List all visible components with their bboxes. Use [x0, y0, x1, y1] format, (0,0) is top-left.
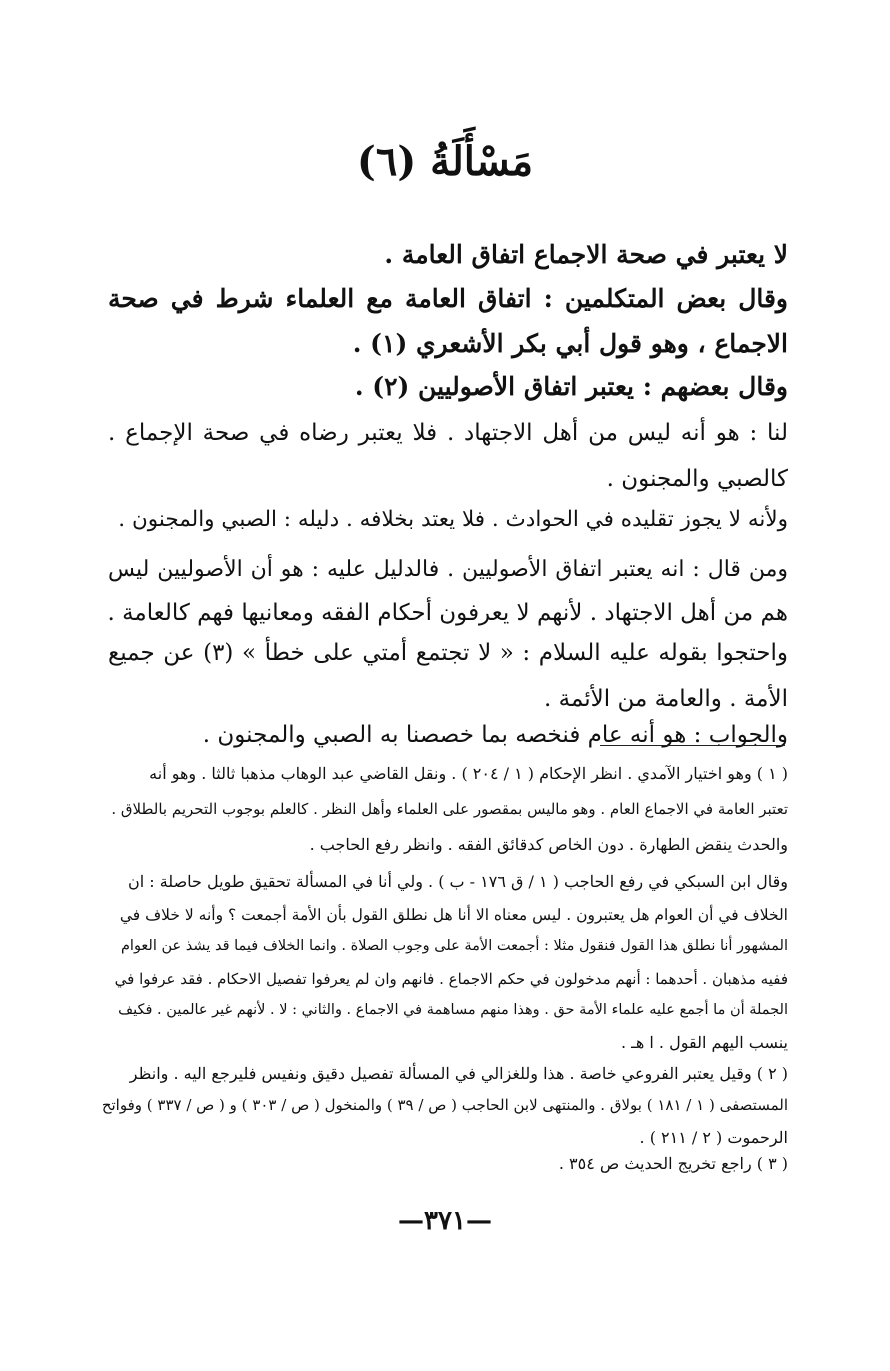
- body-line-3: الاجماع ، وهو قول أبي بكر الأشعري (١) .: [352, 329, 788, 358]
- body-line-6: كالصبي والمجنون .: [606, 466, 788, 492]
- footnote-line-5: الخلاف في أن العوام هل يعتبرون . ليس معناه الا أنا هل نطلق القول بأن الأمة أجمعت ؟ وأنه لا خلاف في: [119, 906, 788, 924]
- footnote-line-11: المستصفى ( ١ / ١٨١ ) بولاق . والمنتهى لابن الحاجب ( ص / ٣٩ ) والمنخول ( ص / ٣٠٣ ) و ( ص / ٣٣٧ ) وفواتح: [101, 1096, 788, 1114]
- footnote-line-9: ينسب اليهم القول . ا هـ .: [621, 1033, 788, 1052]
- page-number: —٣٧١—: [398, 1206, 492, 1236]
- body-line-7: ولأنه لا يجوز تقليده في الحوادث . فلا يعتد بخلافه . دليله : الصبي والمجنون .: [118, 507, 788, 532]
- footnote-line-2: تعتبر العامة في الاجماع العام . وهو ماليس بمقصور على العلماء وأهل النظر . كالعلم بوجوب التحريم بالطلاق .: [111, 800, 788, 818]
- footnote-line-6: المشهور أنا نطلق هذا القول فنقول مثلا : أجمعت الأمة على وجوب الصلاة . وانما الخلاف فيما قد يشذ عن العوام: [120, 938, 788, 954]
- body-line-5: لنا : هو أنه ليس من أهل الاجتهاد . فلا يعتبر رضاه في صحة الإجماع .: [108, 420, 788, 446]
- footnote-line-4: وقال ابن السبكي في رفع الحاجب ( ١ / ق ١٧٦ - ب ) . ولي أنا في المسألة تحقيق طويل حاصلة : ان: [127, 872, 788, 891]
- body-line-2: وقال بعض المتكلمين : اتفاق العامة مع العلماء شرط في صحة: [108, 284, 788, 313]
- footnote-line-8: الجملة أن ما أجمع عليه علماء الأمة حق . وهذا منهم مساهمة في الاجماع . والثاني : لا . لأنهم غير عالمين . فكيف: [118, 1002, 788, 1018]
- footnote-separator: [600, 745, 785, 746]
- section-title: مَسْأَلَةُ (٦): [356, 138, 534, 185]
- footnote-line-13: ( ٣ ) راجع تخريج الحديث ص ٣٥٤ .: [558, 1154, 788, 1173]
- body-line-12: والجواب : هو أنه عام فنخصه بما خصصنا به الصبي والمجنون .: [202, 722, 788, 748]
- body-line-10: واحتجوا بقوله عليه السلام : « لا تجتمع أمتي على خطأ » (٣) عن جميع: [108, 640, 788, 666]
- footnote-line-3: والحدث ينقض الطهارة . دون الخاص كدقائق الفقه . وانظر رفع الحاجب .: [309, 835, 788, 854]
- footnote-line-12: الرحموت ( ٢ / ٢١١ ) .: [639, 1128, 788, 1147]
- footnote-line-7: ففيه مذهبان . أحدهما : أنهم مدخولون في حكم الاجماع . فانهم وان لم يعرفوا تفصيل الاحكام . فقد عرفوا في: [114, 970, 788, 988]
- body-line-9: هم من أهل الاجتهاد . لأنهم لا يعرفون أحكام الفقه ومعانيها فهم كالعامة .: [107, 600, 788, 626]
- body-line-4: وقال بعضهم : يعتبر اتفاق الأصوليين (٢) .: [354, 372, 788, 401]
- footnote-line-1: ( ١ ) وهو اختيار الآمدي . انظر الإحكام ( ١ / ٢٠٤ ) . ونقل القاضي عبد الوهاب مذهبا ثالثا . وهو أنه: [149, 764, 788, 783]
- body-line-1: لا يعتبر في صحة الاجماع اتفاق العامة .: [384, 240, 788, 269]
- body-line-11: الأمة . والعامة من الأئمة .: [544, 686, 788, 712]
- body-line-8: ومن قال : انه يعتبر اتفاق الأصوليين . فالدليل عليه : هو أن الأصوليين ليس: [108, 557, 788, 582]
- footnote-line-10: ( ٢ ) وقيل يعتبر الفروعي خاصة . هذا وللغزالي في المسألة تفصيل دقيق ونفيس فليرجع اليه . وانظر: [129, 1064, 788, 1083]
